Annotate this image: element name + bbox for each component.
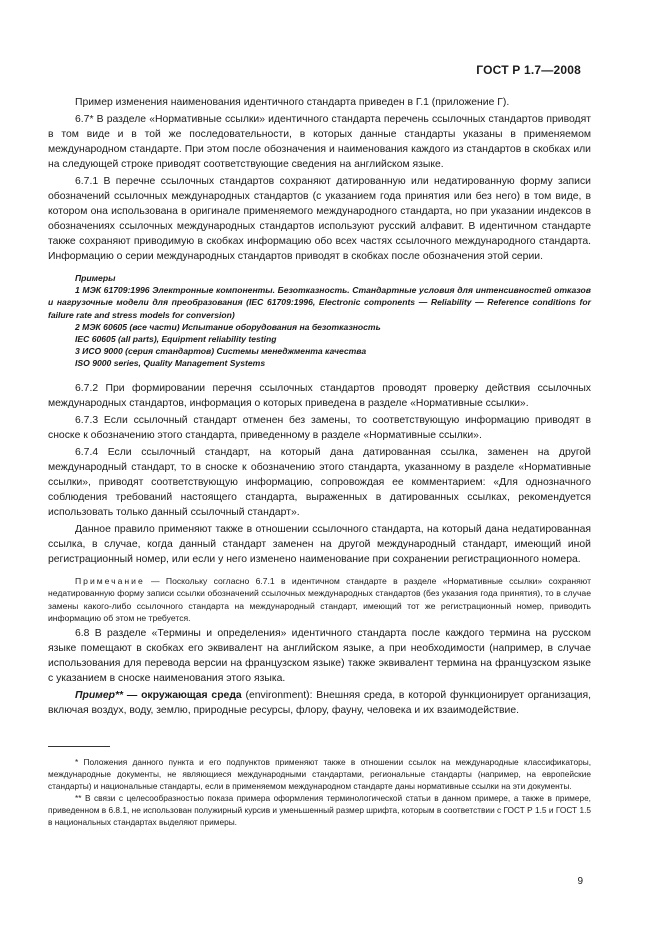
term-example-label: Пример** [75,690,124,701]
example-2-en: IEC 60605 (all parts), Equipment reliability testing [75,334,277,345]
section-6-7-2-block [48,381,591,569]
footnotes-block [48,756,591,828]
paragraph-6-7-3: 6.7.3 Если ссылочный стандарт отменен без замены, то соответствующую информацию приводят в сноске к обозначению этого стандарта, приведенному в разделе «Нормативные ссылки». [48,415,591,441]
examples-title: Примеры [75,273,116,283]
paragraph-6-7-1: 6.7.1 В перечне ссылочных стандартов сохраняют датированную или недатированную форму записи обозначений ссылочных международных стандартов (с указанием года принятия или без него) в том виде, в котором она использована в оригинале применяемого международного стандарта, но при указании индексов в обозначениях ссылочных международных стандартов используют русский алфавит. В идентичном стандарте также сохраняют приводимую в скобках информацию обо всех частях ссылочного международного стандарта. Информацию о серии международных стандартов приводят в скобках после обозначения этой серии. [48,176,591,262]
examples-block [48,272,591,370]
note-block [48,575,591,624]
section-6-8-block [48,626,591,720]
term-example [48,688,591,718]
note-text: — Поскольку согласно 6.7.1 в идентичном стандарте в разделе «Нормативные ссылки» сохраняют недатированную форму записи ссылки обозначений ссылочных международных стандартов (без указания года принятия), то в случае замены какого-либо ссылочного стандарта на международный стандарт, имеющий тот же регистрационный номер, приводить информацию об этом не требуется. [48,576,592,623]
section-6-7-block [48,95,591,266]
paragraph-6-7-4: 6.7.4 Если ссылочный стандарт, на который дана датированная ссылка, заменен на другой международный стандарт, то в сноске к обозначению этого стандарта, указанному в разделе «Нормативные ссылки», приводят соответствующую информацию, сопровождая ее комментарием: «Для однозначного соблюдения требований настоящего стандарта, выраженных в датированных ссылках, рекомендуется использовать только данный ссылочный стандарт». [48,447,591,518]
intro-paragraph: Пример изменения наименования идентичного стандарта приведен в Г.1 (приложение Г). [75,97,510,108]
footnote-1: * Положения данного пункта и его подпунктов применяют также в отношении ссылок на международные классификаторы, международные документы, не являющиеся международными стандартами, региональные стандарты (например, на европейские стандарты) и национальные стандарты, если в применяемом международном стандарте даны нормативные ссылки на эти документы. [48,757,591,791]
example-1-ru: 1 МЭК 61709:1996 Электронные компоненты. Безотказность. Стандартные условия для интенсивностей отказов и нагрузочные модели для преобразования [48,285,591,308]
example-3-en: ISO 9000 series, Quality Management Systems [75,358,266,369]
example-1-en: (IEC 61709:1996, Electronic components — Reliability — Reference conditions for failure rate and stress models for conversion) [48,297,591,320]
example-2-ru: 2 МЭК 60605 (все части) Испытание оборудования на безотказность [75,321,381,332]
page-number: 9 [577,876,583,887]
term-example-term: — окружающая среда [126,690,242,701]
example-1 [48,284,591,321]
paragraph-rule: Данное правило применяют также в отношении ссылочного стандарта, на который дана недатированная ссылка, в случае, когда данный стандарт заменен на другой международный стандарт, имеющий иной регистрационный номер, или если у него изменено наименование при сохранении регистрационного номера. [48,524,591,565]
note-label: Примечание [75,576,145,586]
term-example-text: (environment): Внешняя среда, в которой функционирует организация, включая воздух, воду, землю, природные ресурсы, флору, фауну, человека и их взаимодействие. [48,690,592,716]
paragraph-6-8: 6.8 В разделе «Термины и определения» идентичного стандарта после каждого термина на русском языке помещают в скобках его эквивалент на английском языке, а при необходимости (например, в случае использования для перевода версии на французском языке) также эквивалент термина на французском языке с указанием в сноске наименования этого языка. [48,628,591,684]
example-3-ru: 3 ИСО 9000 (серия стандартов) Системы менеджмента качества [75,346,367,357]
paragraph-6-7: 6.7* В разделе «Нормативные ссылки» идентичного стандарта перечень ссылочных стандартов приводят в том виде и в той же последовательности, в которых данные стандарты указаны в применяемом международном стандарте. При этом после обозначения и наименования каждого из стандартов в скобках или на следующей строке приводят соответствующие сведения на английском языке. [48,114,591,170]
standard-header: ГОСТ Р 1.7—2008 [476,63,581,77]
footnote-divider [48,746,110,747]
footnote-2: ** В связи с целесообразностью показа примера оформления терминологической статьи в данном примере, а также в примере, приведенном в 6.8.1, не использован полужирный курсив и уменьшенный размер шрифта, которым в соответствии с ГОСТ Р 1.5 и ГОСТ 1.5 в национальных стандартах выделяют примеры. [48,793,591,827]
paragraph-6-7-2: 6.7.2 При формировании перечня ссылочных стандартов проводят проверку действия ссылочных международных стандартов, информация о которых приведена в разделе «Нормативные ссылки». [48,383,591,409]
